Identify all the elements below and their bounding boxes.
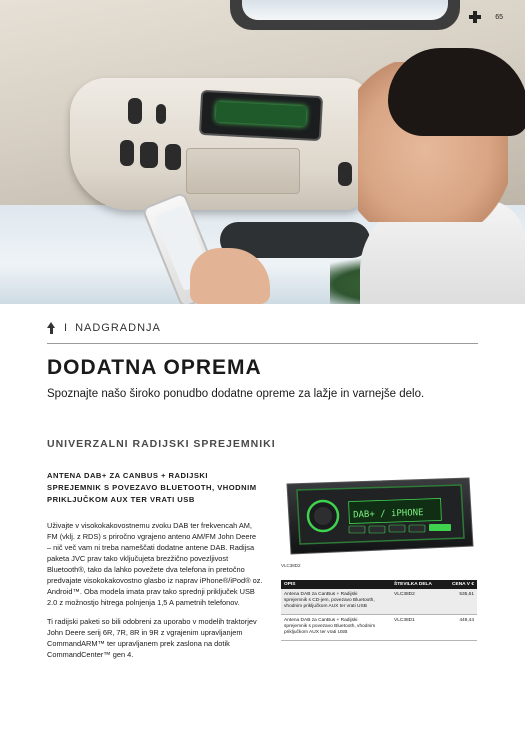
page-title: DODATNA OPREMA	[47, 356, 262, 379]
console-switch	[156, 104, 166, 124]
product-title-line: PRIKLJUČKOM AUX TER VRATI USB	[47, 495, 195, 504]
console-tray	[186, 148, 300, 194]
column-header-part-number: ŠTEVILKA DELA	[391, 580, 441, 589]
hero-photo	[0, 0, 525, 304]
console-switch	[120, 140, 134, 166]
section-title: NADGRADNJA	[75, 322, 161, 334]
image-caption: VLC38D2	[281, 563, 301, 568]
cell-price: 449,44	[441, 615, 477, 641]
text-line: CommandCenter™ gen 4.	[47, 650, 134, 659]
radio-product-image	[283, 476, 475, 556]
page-number: 65	[495, 13, 503, 21]
console-switch	[128, 98, 142, 124]
text-line: Ti radijski paketi so bili odobreni za uporabo v modelih traktorjev	[47, 617, 257, 626]
table-header-row	[281, 580, 477, 589]
product-title-line: SPREJEMNIK S POVEZAVO BLUETOOTH, VHODNIM	[47, 483, 257, 492]
console-switch	[165, 144, 181, 170]
table-row	[281, 589, 477, 615]
cell-part-number: VLC38D2	[391, 589, 441, 615]
column-header-price: CENA V €	[441, 580, 477, 589]
text-line: CommandARM™ ter upravljanem prek zaslona na dotik	[47, 639, 230, 648]
person-hair	[388, 48, 525, 136]
table-row	[281, 615, 477, 641]
page-marker	[469, 11, 503, 23]
text-line: Uživajte v visokokakovostnemu zvoku DAB ter frekvencah AM,	[47, 521, 252, 530]
product-title	[47, 470, 267, 506]
text-line: John Deere serij 6R, 7R, 8R in 9R z vgrajenim upravljanjem	[47, 628, 243, 637]
desc-line: Antena DAB za CanBus + Radijski	[284, 592, 358, 597]
column-header-description: OPIS	[281, 580, 391, 589]
section-separator: I	[64, 322, 68, 334]
cell-part-number: VLC38D1	[391, 615, 441, 641]
console-switch	[338, 162, 352, 186]
parts-table	[281, 580, 477, 641]
text-line: FM (vklj. z RDS) s priročno vgrajeno anteno AM/FM John Deere	[47, 532, 257, 541]
text-line: Bluetooth®, tako da lahko povežete dva telefona in pretočno	[47, 565, 245, 574]
console-switch	[140, 142, 158, 168]
arrow-up-icon	[47, 322, 56, 334]
compatibility-note	[47, 616, 272, 660]
desc-line: vhodnim priključkom AUX ter vrati USB	[284, 604, 367, 609]
text-line: 2.0 z možnostjo hitrega polnjenja 1,5 A pametnih telefonov.	[47, 598, 240, 607]
cell-description	[281, 589, 391, 615]
product-description	[47, 520, 272, 608]
text-line: – nič več vam ni treba nameščati dodatne antene DAB. Radijsa	[47, 543, 255, 552]
desc-line: Antena DAB za CanBus + Radijski	[284, 618, 358, 623]
desc-line: sprejemnik s povezavo Bluetooth, vhodnim	[284, 624, 376, 629]
product-title-line: ANTENA DAB+ ZA CANBUS + RADIJSKI	[47, 471, 208, 480]
desc-line: priključkom AUX ter vrati USB	[284, 630, 348, 635]
intro-text: Spoznajte našo široko ponudbo dodatne opreme za lažje in varnejše delo.	[47, 388, 425, 400]
cross-icon	[469, 11, 481, 23]
cell-description	[281, 615, 391, 641]
text-line: Android™. Oba modela imata prav tako sprednji priključek USB	[47, 587, 255, 596]
text-line: paketa JVC prav tako vključujeta brezžično povezljivost	[47, 554, 229, 563]
radio-display-text: DAB+ / iPHONE	[352, 508, 424, 521]
section-header	[47, 322, 478, 344]
text-line: predvajate visokokakovostno glasbo iz naprav iPhone®/iPod® oz.	[47, 576, 263, 585]
subsection-title: UNIVERZALNI RADIJSKI SPREJEMNIKI	[47, 438, 276, 450]
cell-price: 535,61	[441, 589, 477, 615]
desc-line: sprejemnik s CD-jem, povezavo Bluetooth,	[284, 598, 375, 603]
sunroof-glass	[242, 0, 448, 20]
